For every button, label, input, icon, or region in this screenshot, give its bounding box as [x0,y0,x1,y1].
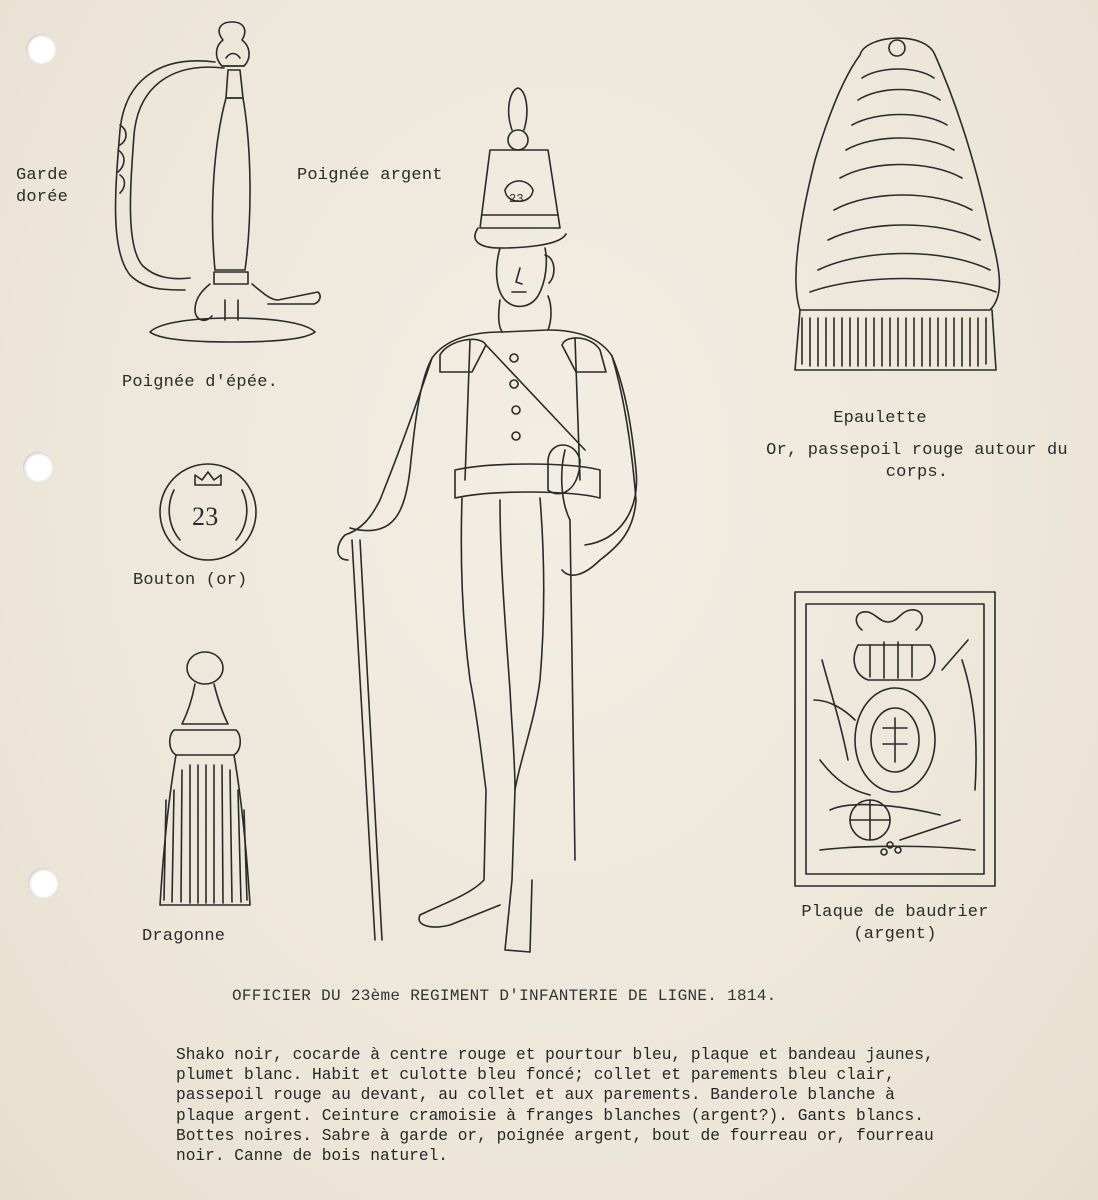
sword-knot-label: Dragonne [142,927,226,946]
button-number: 23 [192,502,219,531]
button-label: Bouton (or) [133,571,248,590]
shako-number: 23 [509,192,524,206]
sword-hilt-label: Poignée d'épée. [122,373,279,392]
description-line: Bottes noires. Sabre à garde or, poignée argent, bout de fourreau or, fourreau [176,1126,934,1145]
description-line: plaque argent. Ceinture cramoisie à franges blanches (argent?). Gants blancs. [176,1106,924,1125]
plate-caption: OFFICIER DU 23ème REGIMENT D'INFANTERIE DE LIGNE. 1814. [232,987,777,1005]
description-line: noir. Canne de bois naturel. [176,1147,448,1166]
description-line: passepoil rouge au devant, au collet et aux parements. Banderole blanche à [176,1086,895,1105]
description-line: plumet blanc. Habit et culotte bleu foncé; collet et parements bleu clair, [176,1066,895,1085]
belt-plate-label: Plaque de baudrier (argent) [801,903,989,944]
uniform-description [176,1045,1056,1166]
description-line: Shako noir, cocarde à centre rouge et pourtour bleu, plaque et bandeau jaunes, [176,1046,934,1064]
epaulette-title: Epaulette [833,409,927,428]
grip-label: Poignée argent [297,166,443,185]
guard-label: Garde dorée [16,166,69,207]
epaulette-description: Or, passepoil rouge autour du corps. [766,441,1068,482]
